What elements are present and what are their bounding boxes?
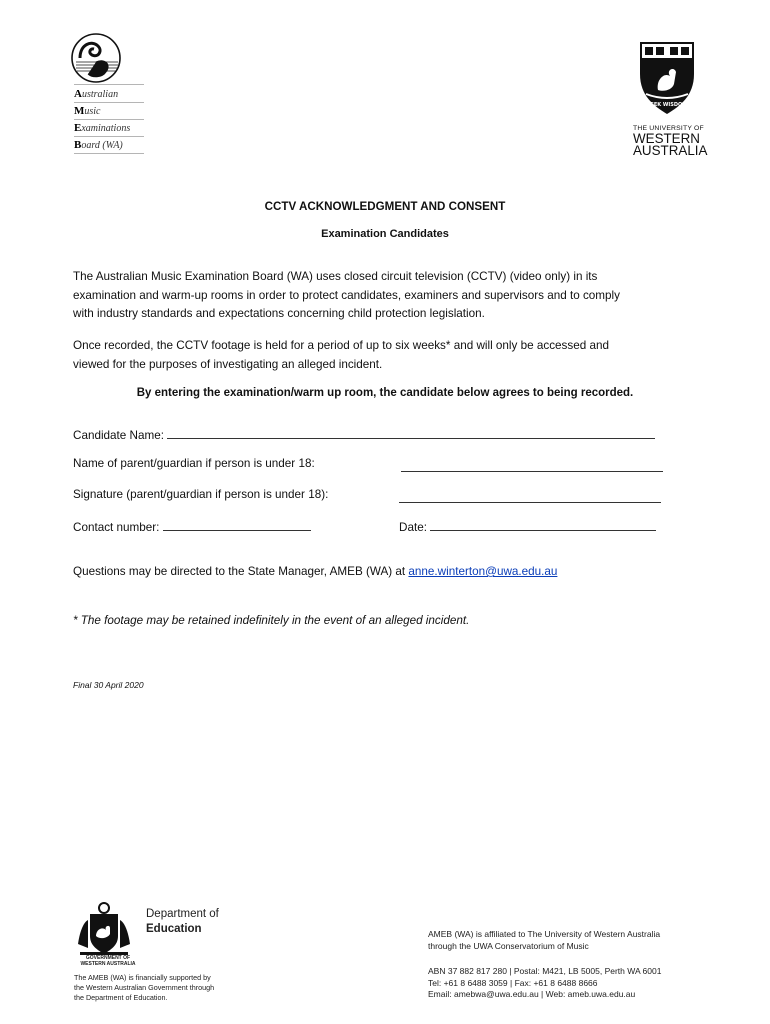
contact-detail-line: Email: amebwa@uwa.edu.au | Web: ameb.uwa.edu.au (428, 989, 636, 999)
government-label: GOVERNMENT OF (85, 955, 131, 961)
footnote: * The footage may be retained indefinitely in the event of an alleged incident. (73, 614, 470, 627)
paragraph-line: Once recorded, the CCTV footage is held for a period of up to six weeks* and will only be accessed and (73, 339, 609, 352)
paragraph-line: examination and warm-up rooms in order to protect candidates, examiners and supervisors and to comply (73, 288, 620, 302)
version-note: Final 30 April 2020 (73, 680, 144, 690)
document-subtitle: Examination Candidates (321, 228, 449, 240)
intro-paragraph (73, 268, 703, 324)
uwa-logo (628, 40, 710, 160)
questions-line (73, 565, 557, 578)
affiliation-line: AMEB (WA) is affiliated to The University of Western Australia (428, 929, 661, 939)
retention-paragraph (73, 337, 703, 374)
candidate-name-row (73, 426, 655, 442)
ameb-emblem-icon (70, 32, 122, 84)
funding-line: the Western Australian Government through (74, 983, 215, 992)
contact-number-field[interactable] (163, 518, 311, 531)
ameb-divider (74, 119, 144, 120)
ameb-divider (74, 84, 144, 85)
ameb-logo (68, 30, 148, 156)
uwa-crest-icon (636, 40, 698, 116)
contact-detail-line: Tel: +61 8 6488 3059 | Fax: +61 8 6488 8666 (428, 977, 598, 988)
government-label: WESTERN AUSTRALIA (80, 961, 136, 967)
parent-name-label: Name of parent/guardian if person is under 18: (73, 457, 315, 470)
ameb-word: Music (74, 105, 101, 117)
contact-row (73, 518, 311, 534)
contact-details (428, 966, 661, 1001)
department-name-line: Department of (146, 908, 219, 920)
signature-field[interactable] (399, 490, 661, 503)
date-row (399, 518, 656, 534)
funding-line: The AMEB (WA) is financially supported by (74, 973, 211, 982)
ameb-word: Board (WA) (74, 139, 123, 151)
ameb-word: Australian (74, 88, 119, 100)
date-field[interactable] (430, 518, 656, 531)
paragraph-line: viewed for the purposes of investigating an alleged incident. (73, 357, 383, 371)
ameb-divider (74, 136, 144, 137)
uwa-name-line: THE UNIVERSITY OF (633, 125, 704, 132)
funding-statement (74, 973, 214, 1003)
paragraph-line: The Australian Music Examination Board (WA) uses closed circuit television (CCTV) (video only) in its (73, 270, 598, 283)
contact-detail-line: ABN 37 882 817 280 | Postal: M421, LB 5005, Perth WA 6001 (428, 966, 662, 976)
signature-label: Signature (parent/guardian if person is under 18): (73, 488, 329, 501)
questions-text: Questions may be directed to the State Manager, AMEB (WA) at (73, 565, 406, 578)
document-title: CCTV ACKNOWLEDGMENT AND CONSENT (264, 200, 506, 213)
uwa-name-line: AUSTRALIA (633, 143, 708, 158)
paragraph-line: with industry standards and expectations concerning child protection legislation. (73, 307, 485, 320)
contact-label: Contact number: (73, 521, 160, 534)
parent-name-field[interactable] (401, 459, 663, 472)
uwa-name-line: WESTERN (633, 131, 700, 146)
consent-notice: By entering the examination/warm up room, the candidate below agrees to being recorded. (136, 387, 634, 399)
contact-email-link[interactable]: anne.winterton@uwa.edu.au (408, 565, 558, 578)
ameb-divider (74, 102, 144, 103)
affiliation-statement (428, 929, 660, 952)
candidate-name-label: Candidate Name: (73, 429, 164, 442)
department-name-line: Education (146, 923, 202, 935)
svg-text:SEEK WISDOM: SEEK WISDOM (646, 102, 688, 108)
funding-line: the Department of Education. (74, 993, 168, 1002)
ameb-word: Examinations (74, 122, 131, 134)
ameb-divider (74, 153, 144, 154)
affiliation-line: through the UWA Conservatorium of Music (428, 940, 589, 951)
date-label: Date: (399, 521, 427, 534)
candidate-name-field[interactable] (167, 426, 655, 439)
